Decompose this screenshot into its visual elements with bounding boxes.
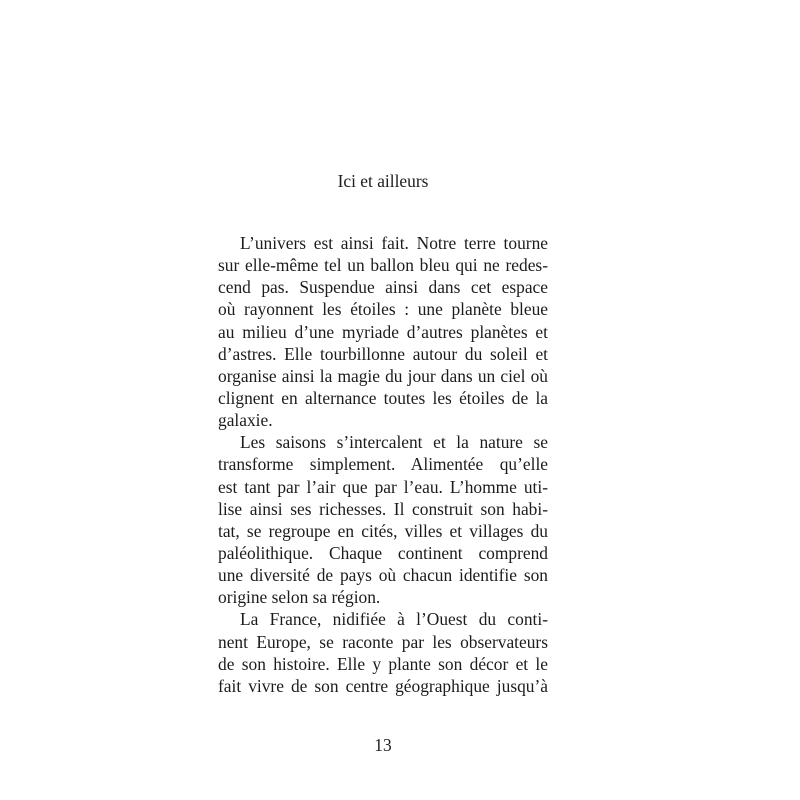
text-line: tat, se regroupe en cités, villes et villages du [218, 520, 548, 541]
chapter-title: Ici et ailleurs [337, 171, 429, 191]
text-line: Les saisons s’intercalent et la nature se [240, 432, 548, 453]
text-line: sur elle-même tel un ballon bleu qui ne redes- [218, 255, 548, 276]
text-line: une diversité de pays où chacun identifie son [218, 565, 548, 586]
text-line: transforme simplement. Alimentée qu’elle [218, 454, 548, 475]
text-line: où rayonnent les étoiles : une planète bleue [218, 299, 548, 320]
text-line: nent Europe, se raconte par les observateurs [218, 631, 548, 652]
text-line: L’univers est ainsi fait. Notre terre tourne [240, 233, 548, 253]
page-number: 13 [374, 735, 392, 755]
text-line: est tant par l’air que par l’eau. L’homme uti- [218, 476, 548, 497]
text-line: paléolithique. Chaque continent comprend [218, 542, 548, 563]
paragraph-2 [218, 431, 548, 608]
text-line: organise ainsi la magie du jour dans un ciel où [218, 365, 548, 386]
text-line: fait vivre de son centre géographique jusqu’à [218, 675, 548, 696]
body-text [218, 232, 548, 697]
text-line: clignent en alternance toutes les étoiles de la [218, 387, 548, 408]
text-line: galaxie. [218, 410, 273, 431]
text-line: La France, nidifiée à l’Ouest du conti- [240, 609, 548, 630]
text-line: cend pas. Suspendue ainsi dans cet espace [218, 277, 548, 298]
paragraph-1 [218, 232, 548, 431]
paragraph-3 [218, 608, 548, 697]
text-line: de son histoire. Elle y plante son décor et le [218, 653, 548, 674]
text-line: origine selon sa région. [218, 587, 381, 608]
text-line: au milieu d’une myriade d’autres planètes et [218, 321, 548, 342]
text-line: lise ainsi ses richesses. Il construit son habi- [218, 498, 548, 519]
text-line: d’astres. Elle tourbillonne autour du soleil et [218, 343, 548, 364]
